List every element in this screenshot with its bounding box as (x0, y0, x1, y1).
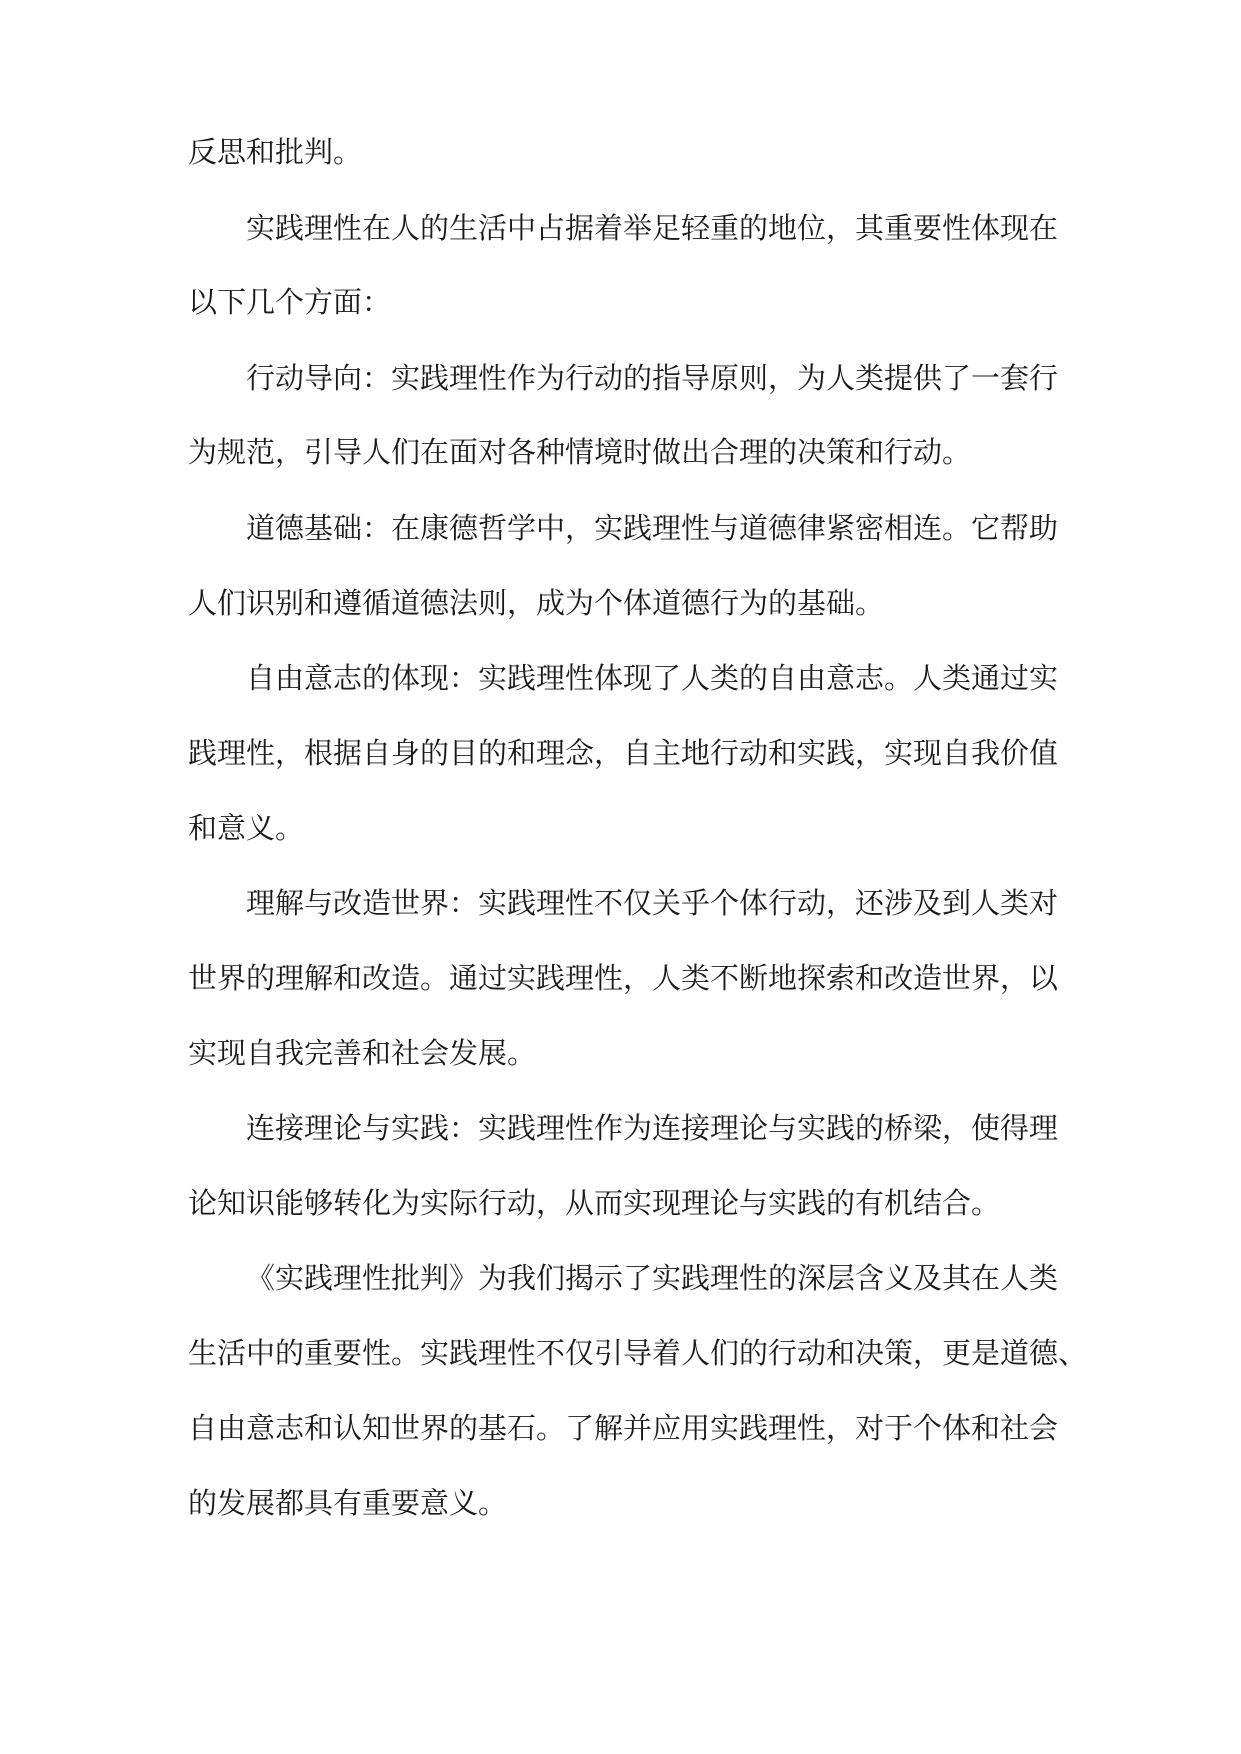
text-line: 的发展都具有重要意义。 (188, 1486, 508, 1520)
text-line: 自由意志和认知世界的基石。了解并应用实践理性，对于个体和社会 (188, 1411, 1059, 1445)
text-line: 为规范，引导人们在面对各种情境时做出合理的决策和行动。 (188, 435, 972, 469)
text-line: 反思和批判。 (188, 135, 363, 169)
text-line: 世界的理解和改造。通过实践理性，人类不断地探索和改造世界，以 (188, 961, 1059, 995)
text-line: 道德基础：在康德哲学中，实践理性与道德律紧密相连。它帮助 (246, 511, 1059, 545)
text-line: 以下几个方面： (188, 285, 392, 319)
text-line: 和意义。 (188, 811, 305, 845)
text-line: 连接理论与实践：实践理性作为连接理论与实践的桥梁，使得理 (246, 1111, 1059, 1145)
text-line: 实现自我完善和社会发展。 (188, 1036, 537, 1070)
text-line: 理解与改造世界：实践理性不仅关乎个体行动，还涉及到人类对 (246, 886, 1059, 920)
text-line: 践理性，根据自身的目的和理念，自主地行动和实践，实现自我价值 (188, 736, 1059, 770)
text-line: 自由意志的体现：实践理性体现了人类的自由意志。人类通过实 (246, 661, 1059, 695)
text-line: 行动导向：实践理性作为行动的指导原则，为人类提供了一套行 (246, 361, 1059, 395)
text-line: 人们识别和遵循道德法则，成为个体道德行为的基础。 (188, 586, 885, 620)
text-line: 《实践理性批判》为我们揭示了实践理性的深层含义及其在人类 (246, 1261, 1059, 1295)
text-line: 论知识能够转化为实际行动，从而实现理论与实践的有机结合。 (188, 1186, 1001, 1220)
text-line: 生活中的重要性。实践理性不仅引导着人们的行动和决策，更是道德、 (188, 1336, 1088, 1370)
text-line: 实践理性在人的生活中占据着举足轻重的地位，其重要性体现在 (246, 211, 1059, 245)
